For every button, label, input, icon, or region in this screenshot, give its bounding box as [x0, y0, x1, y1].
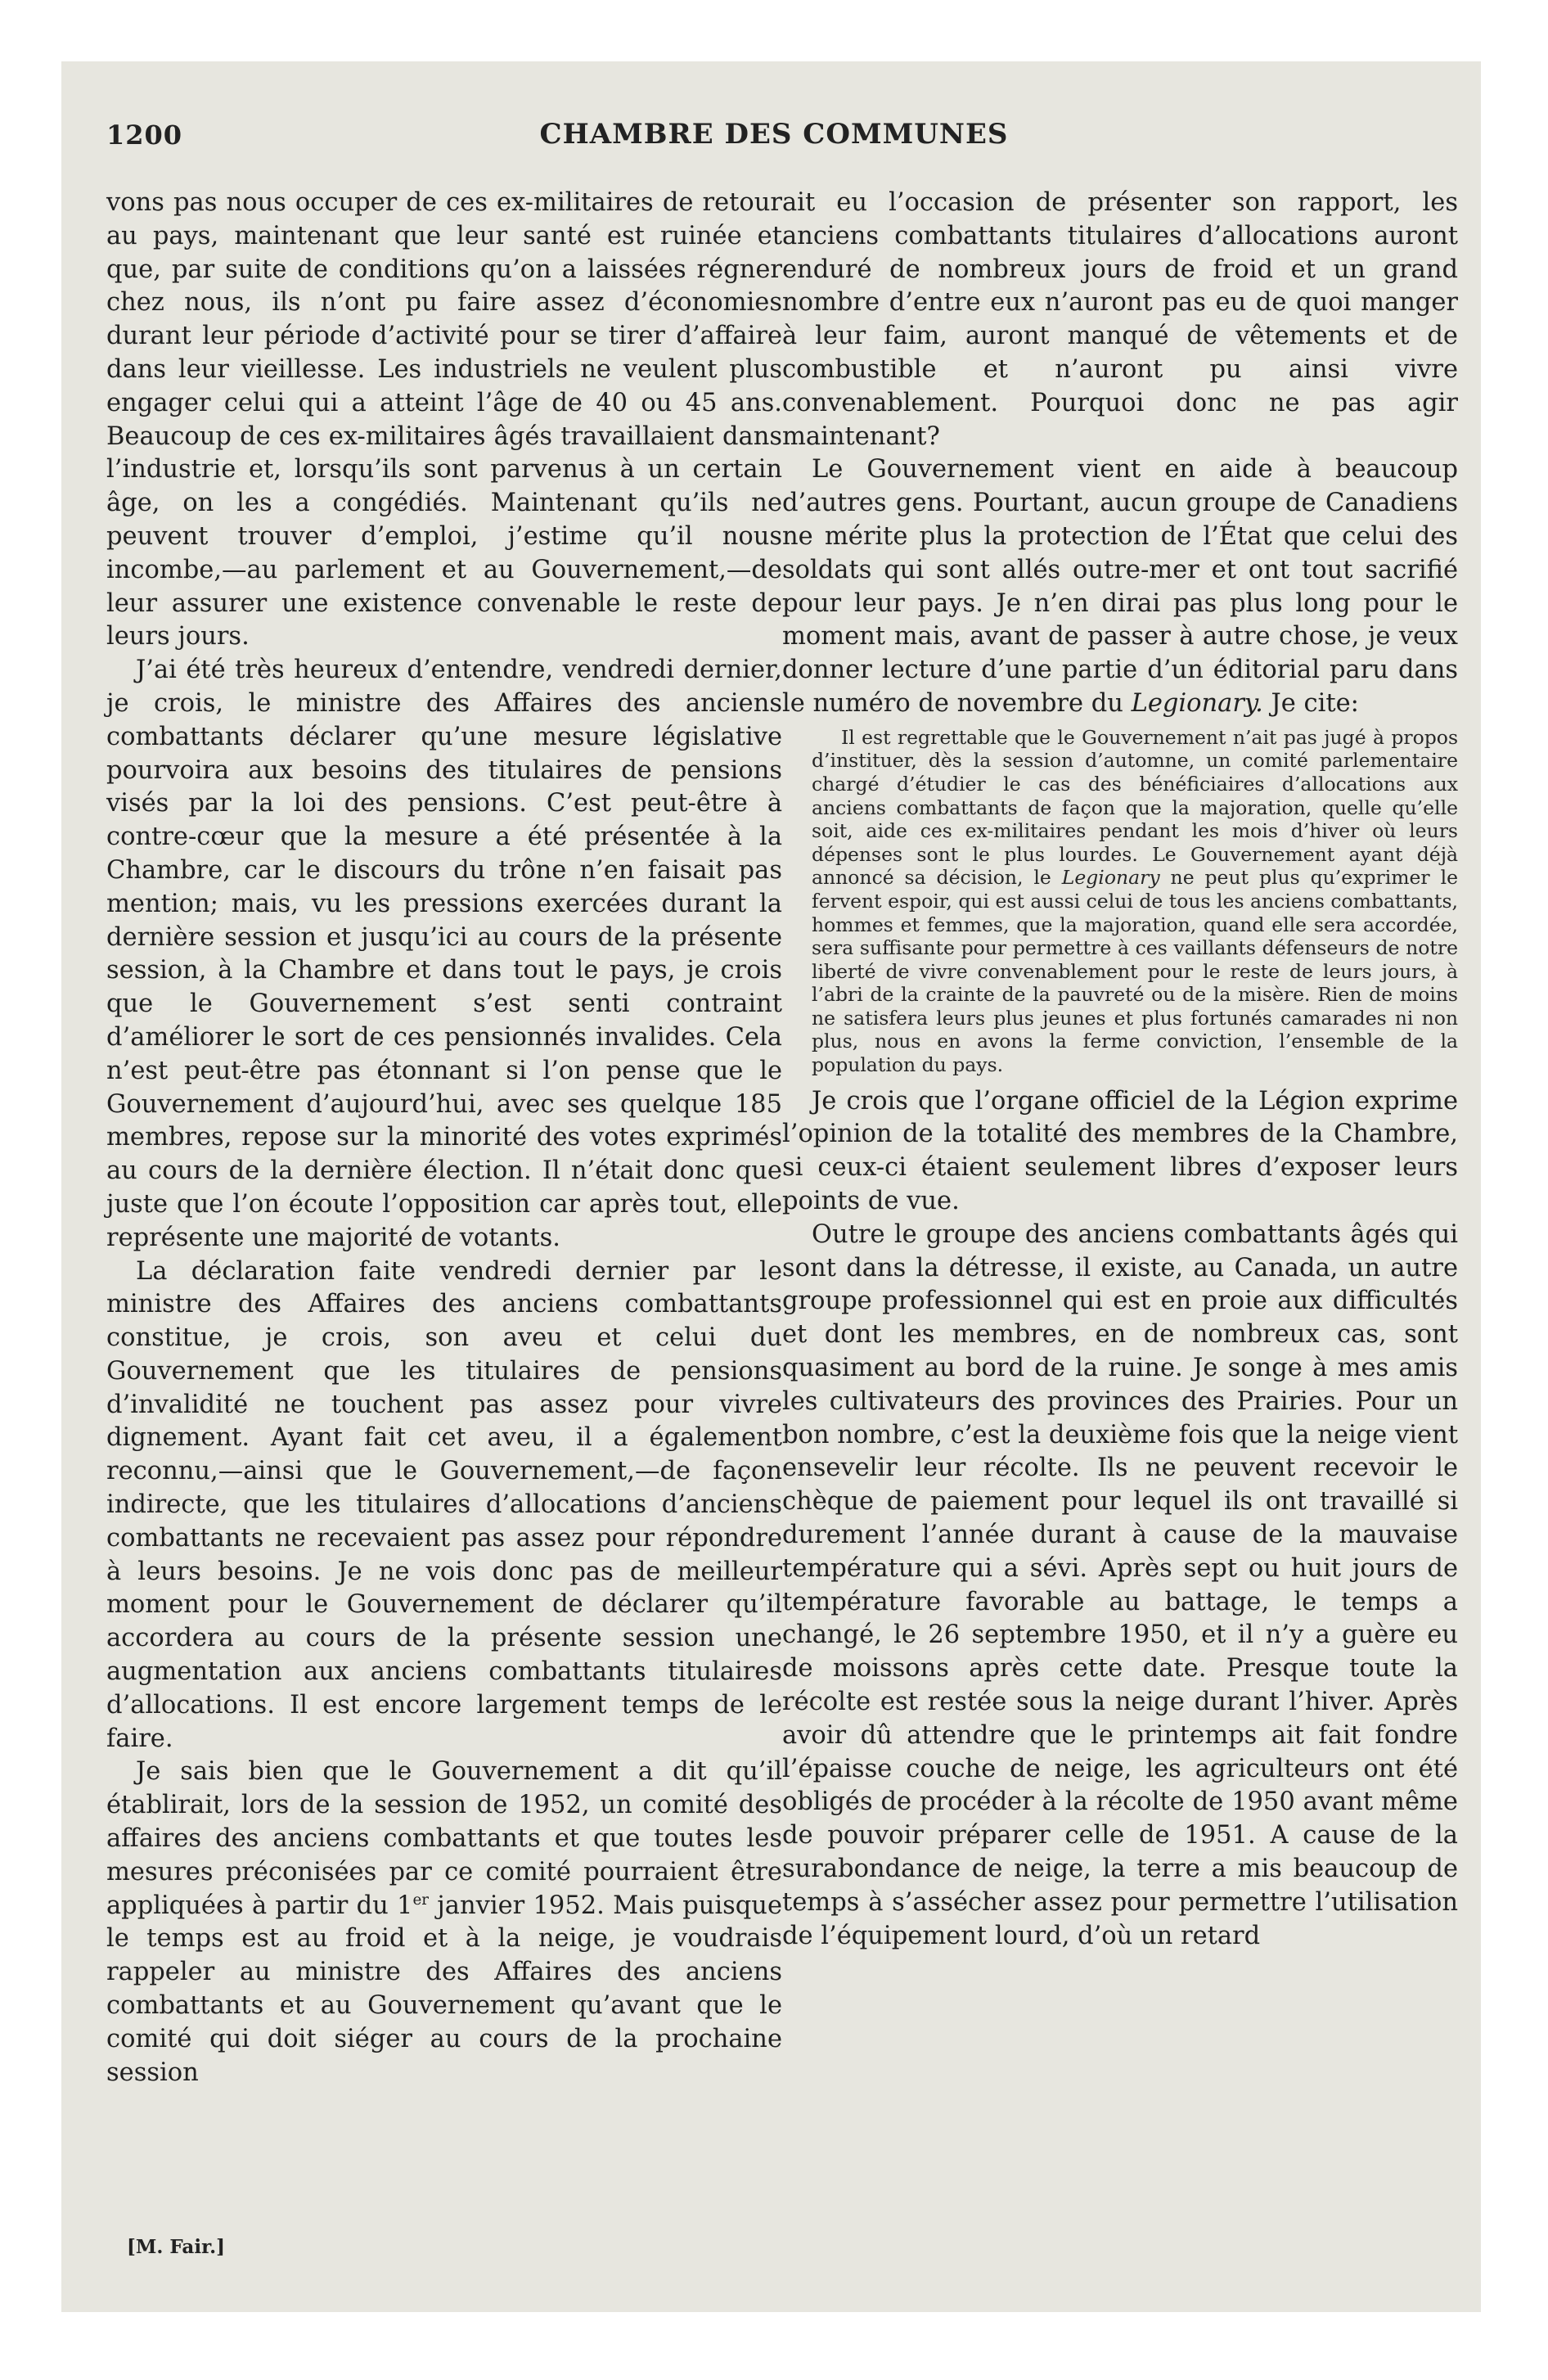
- speaker-attribution: [M. Fair.]: [127, 2236, 225, 2258]
- text-run: Il est regrettable que le Gouvernement n’ait pas jugé à propos d’instituer, dès la session d’automne, un comité parlementaire chargé d’étudier le cas des bénéficiaires d’allocations aux anciens combattants de façon que la majoration, quelle qu’elle soit, aide ces ex-militaires pendant les mois d’hiver où leurs dépenses sont le plus lourdes. Le Gouvernement ayant déjà annoncé sa décision, le: [812, 725, 1458, 890]
- left-column: [106, 187, 782, 2089]
- text-run: ne peut plus qu’exprimer le fervent espoir, qui est aussi celui de tous les anciens combattants, hommes et femmes, que la majoration, quand elle sera accordée, sera suffisante pour permettre à ces vaillants défenseurs de notre liberté de vivre convenablement pour le reste de leurs jours, à l’abri de la crainte de la pauvreté ou de la misère. Rien de moins ne satisfera leurs plus jeunes et plus fortunés camarades ni non plus, nous en avons la ferme conviction, l’ensemble de la population du pays.: [812, 866, 1459, 1077]
- text-run: janvier 1952. Mais puisque le temps est au froid et à la neige, je voudrais rappeler au ministre des Affaires des anciens combattants et au Gouvernement qu’avant que le comité qui doit siéger au cours de la prochaine session: [106, 1891, 782, 2087]
- running-head: CHAMBRE DES COMMUNES: [539, 118, 1009, 151]
- publication-name: Legionary.: [1131, 688, 1263, 718]
- page-number: 1200: [106, 119, 183, 151]
- paragraph: [106, 1756, 782, 2089]
- text-run: Je sais bien que le Gouvernement a dit qu’il établirait, lors de la session de 1952, un comité des affaires des anciens combattants et que toutes les mesures préconisées par ce comité pourraient être appliquées à partir du 1: [106, 1757, 782, 1920]
- paragraph: [782, 453, 1458, 720]
- superscript: er: [412, 1891, 430, 1909]
- paragraph: J’ai été très heureux d’entendre, vendredi dernier, je crois, le ministre des Affaires des anciens combattants déclarer qu’une mesure législative pourvoira aux besoins des titulaires de pensions visés par la loi des pensions. C’est peut-être à contre-cœur que la mesure a été présentée à la Chambre, car le discours du trône n’en faisait pas mention; mais, vu les pressions exercées durant la dernière session et jusqu’ici au cours de la présente session, à la Chambre et dans tout le pays, je crois que le Gouvernement s’est senti contraint d’améliorer le sort de ces pensionnés invalides. Cela n’est peut-être pas étonnant si l’on pense que le Gouvernement d’aujourd’hui, avec ses quelque 185 membres, repose sur la minorité des votes exprimés au cours de la dernière élection. Il n’était donc que juste que l’on écoute l’opposition car après tout, elle représente une majorité de votants.: [106, 656, 782, 1252]
- paragraph: ait eu l’occasion de présenter son rapport, les anciens combattants titulaires d’allocations auront enduré de nombreux jours de froid et un grand nombre d’entre eux n’auront pas eu de quoi manger à leur faim, auront manqué de vêtements et de combustible et n’auront pu ainsi vivre convenablement. Pourquoi donc ne pas agir maintenant?: [782, 188, 1458, 451]
- paragraph: La déclaration faite vendredi dernier par le ministre des Affaires des anciens combattants constitue, je crois, son aveu et celui du Gouvernement que les titulaires de pensions d’invalidité ne touchent pas assez pour vivre dignement. Ayant fait cet aveu, il a également reconnu,—ainsi que le Gouvernement,—de façon indirecte, que les titulaires d’allocations d’anciens combattants ne recevaient pas assez pour répondre à leurs besoins. Je ne vois donc pas de meilleur moment pour le Gouvernement de déclarer qu’il accordera au cours de la présente session une augmentation aux anciens combattants titulaires d’allocations. Il est encore largement temps de le faire.: [106, 1256, 782, 1753]
- paragraph: vons pas nous occuper de ces ex-militaires de retour au pays, maintenant que leur santé est ruinée et que, par suite de conditions qu’on a laissées régner chez nous, ils n’ont pu faire assez d’économies durant leur période d’activité pour se tirer d’affaire dans leur vieillesse. Les industriels ne veulent plus engager celui qui a atteint l’âge de 40 ou 45 ans. Beaucoup de ces ex-militaires âgés travaillaient dans l’industrie et, lorsqu’ils sont parvenus à un certain âge, on les a congédiés. Maintenant qu’ils ne peuvent trouver d’emploi, j’estime qu’il nous incombe,—au parlement et au Gouvernement,—de leur assurer une existence convenable le reste de leurs jours.: [106, 188, 782, 651]
- right-column: [782, 187, 1458, 1953]
- text-run: Je cite:: [1262, 688, 1359, 718]
- publication-name: Legionary: [1061, 866, 1160, 890]
- editorial-quote: [812, 726, 1458, 1077]
- paragraph: Outre le groupe des anciens combattants âgés qui sont dans la détresse, il existe, au Canada, un autre groupe professionnel qui est en proie aux difficultés et dont les membres, en de nombreux cas, sont quasiment au bord de la ruine. Je songe à mes amis les cultivateurs des provinces des Prairies. Pour un bon nombre, c’est la deuxième fois que la neige vient ensevelir leur récolte. Ils ne peuvent recevoir le chèque de paiement pour lequel ils ont travaillé si durement l’année durant à cause de la mauvaise température qui a sévi. Après sept ou huit jours de température favorable au battage, le temps a changé, le 26 septembre 1950, et il n’y a guère eu de moissons après cette date. Presque toute la récolte est restée sous la neige durant l’hiver. Après avoir dû attendre que le printemps ait fait fondre l’épaisse couche de neige, les agriculteurs ont été obligés de procéder à la récolte de 1950 avant même de pouvoir préparer celle de 1951. A cause de la surabondance de neige, la terre a mis beaucoup de temps à s’assécher assez pour permettre l’utilisation de l’équipement lourd, d’où un retard: [782, 1219, 1458, 1950]
- quote-paragraph: [812, 726, 1458, 1077]
- paragraph: Je crois que l’organe officiel de la Légion exprime l’opinion de la totalité des membres de la Chambre, si ceux-ci étaient seulement libres d’exposer leurs points de vue.: [782, 1086, 1458, 1216]
- text-run: Le Gouvernement vient en aide à beaucoup d’autres gens. Pourtant, aucun groupe de Canadiens ne mérite plus la protection de l’État que celui des soldats qui sont allés outre-mer et ont tout sacrifié pour leur pays. Je n’en dirai pas plus long pour le moment mais, avant de passer à autre chose, je veux donner lecture d’une partie d’un éditorial paru dans le numéro de novembre du: [782, 455, 1458, 718]
